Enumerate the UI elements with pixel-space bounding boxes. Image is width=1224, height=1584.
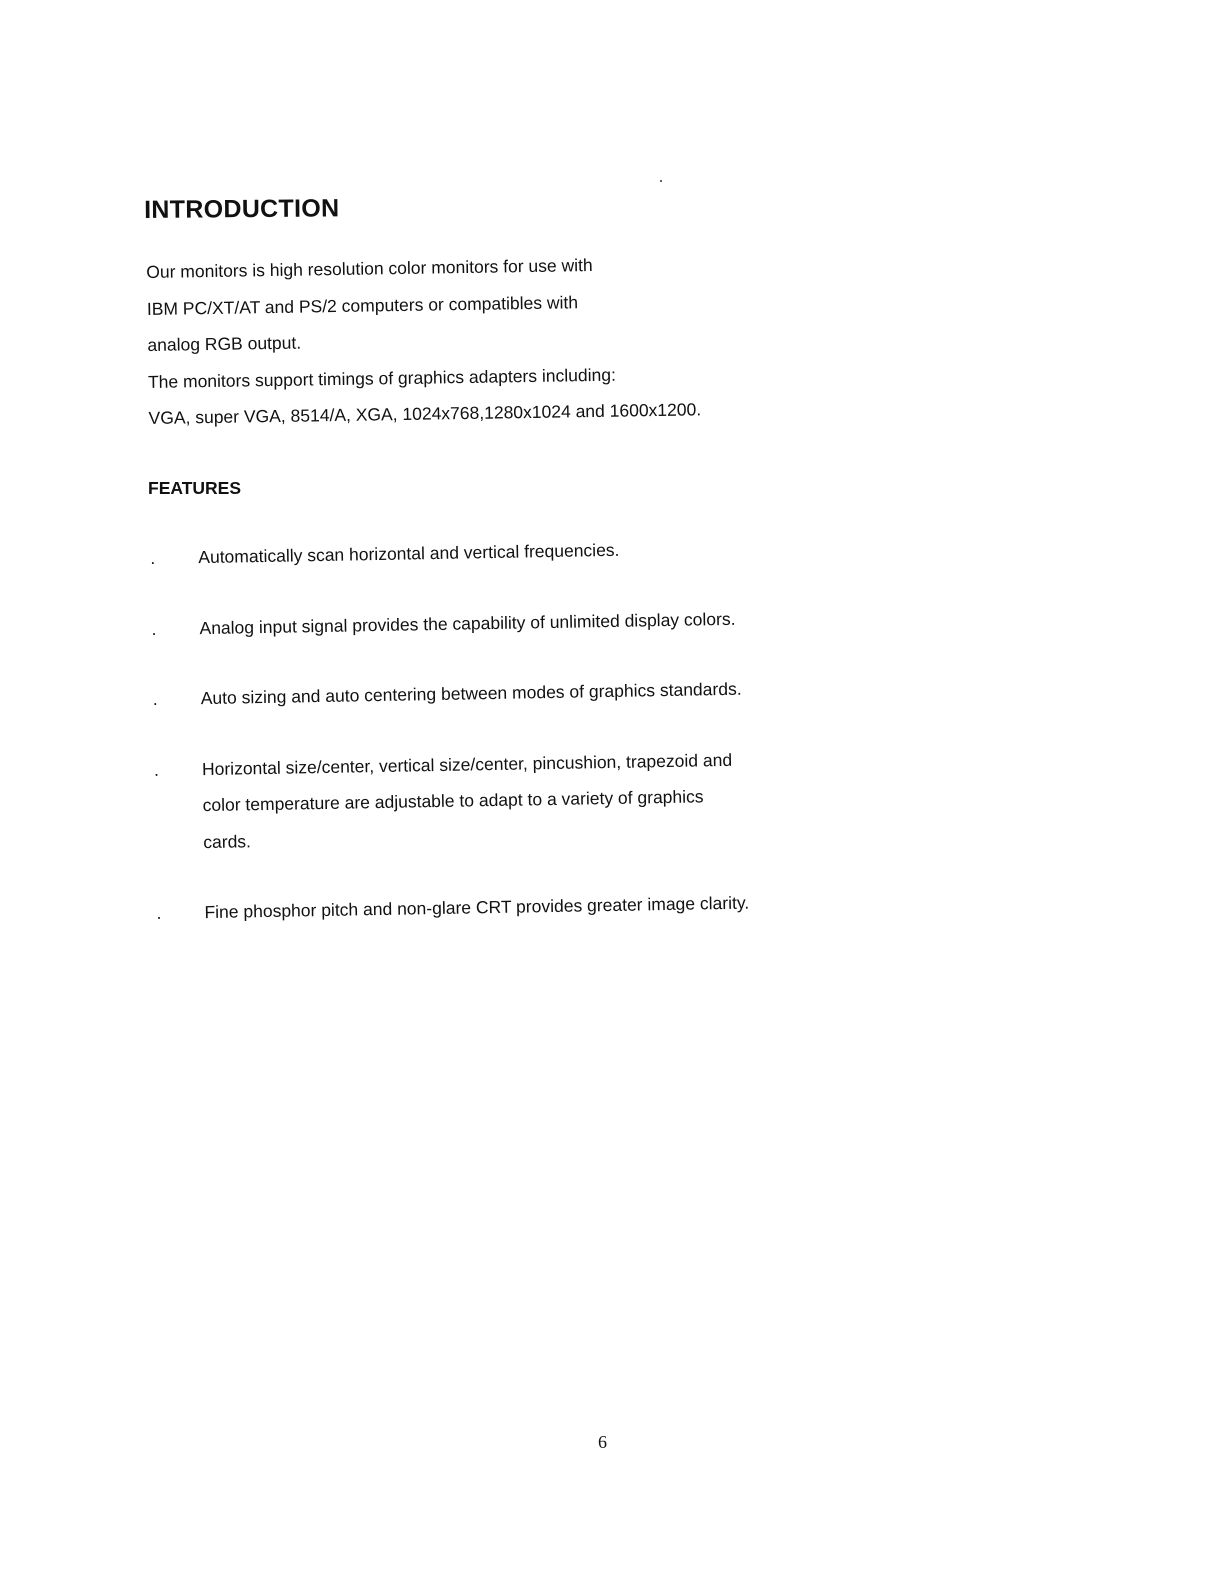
feature-text: Horizontal size/center, vertical size/center, pincushion, trapezoid and xyxy=(201,749,733,779)
feature-text: Automatically scan horizontal and vertical frequencies. xyxy=(198,539,620,568)
feature-item xyxy=(150,669,851,718)
intro-line: analog RGB output. xyxy=(147,332,302,355)
intro-line: The monitors support timings of graphics adapters including: xyxy=(147,364,616,392)
intro-paragraph xyxy=(146,243,869,437)
page-title: INTRODUCTION xyxy=(144,194,340,224)
intro-line: IBM PC/XT/AT and PS/2 computers or compatibles with xyxy=(146,291,579,319)
intro-line: VGA, super VGA, 8514/A, XGA, 1024x768,1280x1024 and 1600x1200. xyxy=(148,399,702,428)
bullet-marker: . xyxy=(153,759,160,780)
features-list xyxy=(148,528,855,966)
feature-item xyxy=(149,598,850,647)
bullet-marker: . xyxy=(152,688,158,709)
features-heading: FEATURES xyxy=(148,478,242,498)
bullet-marker: . xyxy=(151,618,157,639)
feature-text: cards. xyxy=(203,830,252,852)
feature-text: Analog input signal provides the capability of unlimited display colors. xyxy=(199,608,736,638)
intro-line: Our monitors is high resolution color monitors for use with xyxy=(146,254,593,282)
scan-speck xyxy=(660,180,662,182)
page-number: 6 xyxy=(598,1432,607,1452)
bullet-marker: . xyxy=(150,547,156,568)
bullet-marker: . xyxy=(156,902,162,923)
feature-text: color temperature are adjustable to adapt to a variety of graphics xyxy=(202,786,704,816)
feature-text: Auto sizing and auto centering between modes of graphics standards. xyxy=(200,678,742,709)
feature-text: Fine phosphor pitch and non-glare CRT provides greater image clarity. xyxy=(204,892,750,923)
feature-item xyxy=(154,883,855,932)
feature-item xyxy=(152,739,854,861)
feature-item xyxy=(148,528,849,577)
